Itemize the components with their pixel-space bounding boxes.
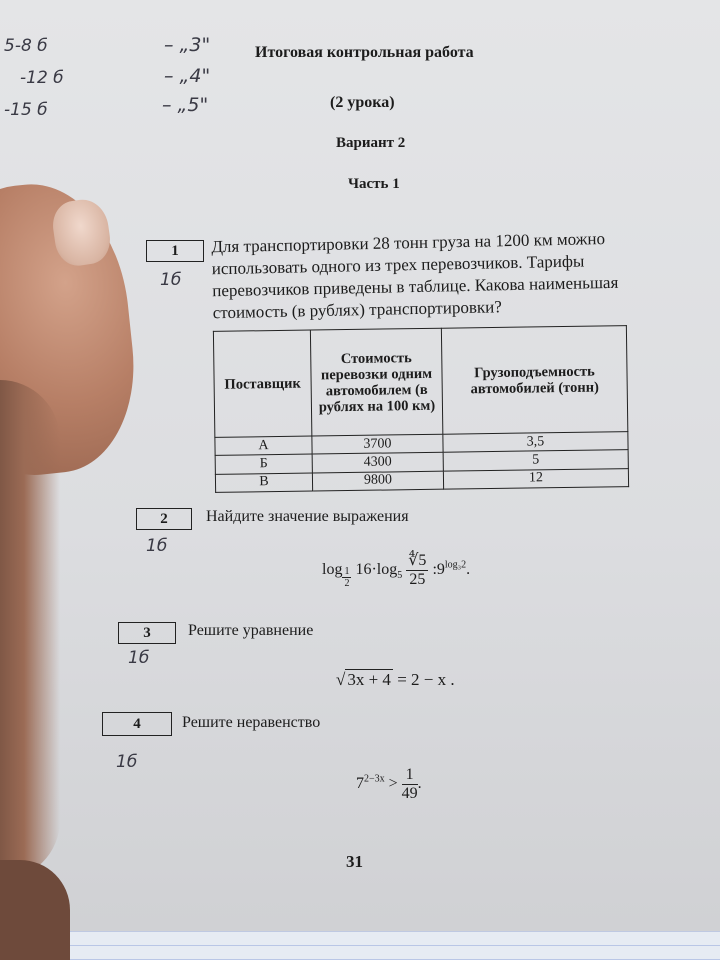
- task-2-number-box: 2: [136, 508, 192, 530]
- power-base: 7: [356, 774, 364, 792]
- table-cell: 4300: [312, 453, 443, 473]
- lessons-label: (2 урока): [330, 94, 395, 111]
- radical-expression: 3x + 4: [347, 670, 391, 689]
- formula-end: .: [466, 560, 471, 578]
- margin-note-right-3: – „5": [162, 94, 209, 116]
- log-base: 5: [397, 569, 403, 581]
- margin-note-left-2: -12 б: [20, 68, 64, 88]
- task-2-text: Найдите значение выражения: [206, 508, 409, 525]
- fraction-numerator: ∜5: [408, 552, 427, 569]
- task-4-text: Решите неравенство: [182, 714, 321, 731]
- table-header-row: [213, 326, 627, 438]
- task-1-points-note: 1б: [160, 270, 182, 290]
- fraction-denominator: 49: [401, 784, 418, 802]
- task-3-text: Решите уравнение: [188, 622, 314, 639]
- margin-note-left-1: 5-8 б: [4, 36, 48, 56]
- variant-label: Вариант 2: [336, 135, 406, 151]
- table-header-cell: Грузоподъемность автомобилей (тонн): [441, 326, 627, 435]
- dot-operator: ·: [371, 560, 377, 578]
- task-4-points-note: 1б: [116, 752, 138, 772]
- task-3-formula: [336, 670, 455, 690]
- task-1-number-box: 1: [146, 240, 204, 262]
- task-2-points-note: 1б: [146, 536, 168, 556]
- log-symbol: log: [376, 560, 398, 578]
- table-cell: 5: [443, 450, 628, 471]
- part-label: Часть 1: [348, 176, 400, 192]
- sqrt-icon: √: [336, 670, 346, 689]
- power-base: 9: [436, 560, 445, 578]
- log-base-numerator: 1: [344, 565, 350, 577]
- table-cell: Б: [215, 455, 312, 475]
- task-1-text: Для транспортировки 28 тонн груза на 1200 км можно использовать одного из трех перевозчиков. Тарифы перевозчиков приведены в таблице. Какова наименьшая стоимость (в рублях) транспортировки?: [211, 229, 619, 323]
- log-symbol: log: [322, 560, 343, 578]
- fraction-numerator: 1: [402, 766, 418, 785]
- page-title: Итоговая контрольная работа: [255, 44, 474, 61]
- power-exponent: 2−3x: [364, 773, 385, 785]
- table-header-cell: Поставщик: [213, 330, 311, 438]
- task-4-number-box: 4: [102, 712, 172, 736]
- page-number: 31: [346, 852, 363, 871]
- margin-note-left-3: -15 б: [4, 100, 48, 120]
- task-2-formula: [322, 552, 470, 589]
- fraction-denominator: 25: [409, 570, 426, 588]
- table-cell: А: [215, 436, 312, 456]
- table-cell: 3700: [312, 434, 443, 454]
- table-cell: 3,5: [443, 432, 628, 453]
- hand-lower-shape: [0, 380, 60, 880]
- equation-rhs: = 2 − x .: [392, 670, 455, 689]
- task-3-number-box: 3: [118, 622, 176, 644]
- task-3-points-note: 1б: [128, 648, 150, 668]
- table-cell: 9800: [312, 471, 443, 491]
- margin-note-right-2: – „4": [164, 65, 211, 87]
- colon-operator: :: [432, 560, 437, 578]
- table-header-cell: Стоимость перевозки одним автомобилем (в рублях на 100 км): [310, 328, 442, 436]
- table-cell: В: [215, 473, 312, 493]
- table-cell: 12: [443, 468, 628, 489]
- task-4-formula: [356, 766, 422, 802]
- power-exponent: log₃2: [444, 559, 467, 571]
- log-base-denominator: 2: [344, 577, 350, 589]
- log-argument: 16: [355, 560, 372, 578]
- supplier-table: [213, 325, 629, 493]
- formula-end: .: [417, 774, 422, 792]
- margin-note-right-1: – „3": [164, 34, 211, 56]
- inequality-operator: >: [384, 774, 402, 792]
